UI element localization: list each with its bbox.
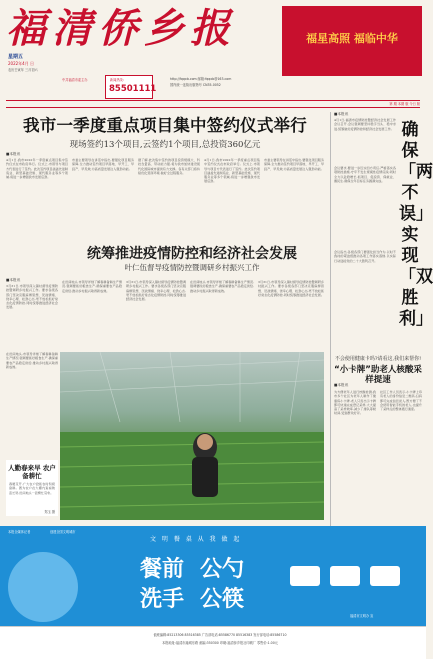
second-byline-text: 本报讯 bbox=[9, 278, 21, 282]
second-body-col-4: 在田间地头,市领导详细了解春耕备耕生产情况,强调要抓好粮食生产,确保重要农产品稳定供给,推动乡村振兴取得新成效。 bbox=[190, 280, 254, 293]
civility-banner bbox=[0, 526, 426, 626]
weekday: 星期五 bbox=[8, 54, 24, 60]
issue-info: 第 期 本期 版 今日 版 bbox=[389, 102, 420, 106]
banner-word-1: 餐前 bbox=[140, 557, 185, 582]
right-body-1: 4月1日,福清市疫情防控暨经济社会发展工作会议召开,会议强调要坚持稳字当头、稳中求进,统筹做好疫情防控和经济社会发展工作。 bbox=[334, 118, 396, 131]
caption-credit: 郑玉 摄 bbox=[44, 510, 55, 514]
inner-headline: 不会使用健康卡吗?请看这,我们来帮你! bbox=[334, 356, 422, 362]
date-line: 2022年4月 日 bbox=[8, 61, 34, 66]
second-body-col-1: 3月31日,市领导深入镇村督导疫情防控暨调研乡村振兴工作。要求各级各部门坚决克服麻痹思想、厌战情绪、侥幸心理、松劲心态,毫不放松抓好常态化疫情防控,同时统筹推进经济社会发展。 bbox=[6, 284, 58, 310]
column-divider bbox=[330, 112, 331, 526]
lead-body-col-3: 据了解,此次集中签约的项目投资规模大、科技含量高、带动能力强,将为我市加快建设现代化国际城市提供有力支撑。各有关部门将持续优化营商环境,做好全过程服务。 bbox=[138, 158, 200, 175]
ad-text: 福星高照 福临中华 bbox=[306, 32, 398, 45]
sponsor-line: 中共福清市委主办 bbox=[62, 78, 88, 82]
masthead-title: 福清侨乡报 bbox=[6, 5, 236, 52]
lead-headline: 我市一季度重点项目集中签约仪式举行 bbox=[23, 116, 307, 135]
dish-icon bbox=[290, 566, 320, 586]
second-body-col-5: 3月31日,市领导深入镇村督导疫情防控暨调研乡村振兴工作。要求各级各部门坚决克服麻痹思想、厌战情绪、侥幸心理、松劲心态,毫不放松抓好常态化疫情防控,同时统筹推进经济社会发展。 bbox=[258, 280, 324, 297]
second-body-col-2: 在田间地头,市领导详细了解春耕备耕生产情况,强调要抓好粮食生产,确保重要农产品稳定供给,推动乡村振兴取得新成效。 bbox=[62, 280, 122, 293]
inner-byline-text: 本报讯 bbox=[337, 383, 349, 387]
inner-byline: ■本报讯 bbox=[334, 383, 349, 387]
top-ad bbox=[282, 6, 422, 76]
photo-caption bbox=[6, 460, 58, 516]
right-headline: 确保「两不误」实现「双胜利」 bbox=[399, 120, 433, 329]
footer-line-2: 本报地址:福清市融城东路 邮编:350300 印刷:福清侨乡报社印刷厂 零售价:1.00元 bbox=[162, 641, 278, 645]
lead-byline: ■本报讯 bbox=[6, 152, 21, 156]
lead-subhead: 现场签约13个项目,云签约1个项目,总投资360亿元 bbox=[69, 140, 261, 150]
footer-line-1: 值班编辑:85213306 85516385 广告部电话:85586770 85516383 发行部电话:85586710 bbox=[153, 633, 287, 637]
right-byline: ■本报讯 bbox=[334, 112, 349, 116]
lead-body-col-1: 4月1日,我市2022年一季度重点项目集中签约仪式在市政府举行。仪式上,市领导与项目方代表进行了签约。此次签约项目涵盖先进制造业、新型基础设施、现代服务业等多个领域,将进一步增强我市发展后劲。 bbox=[6, 158, 68, 180]
dish-icon-3 bbox=[370, 566, 400, 586]
inner-body-col-2: 社区工作人员表示,小卡牌上印有老人的身份信息二维码,扫码即可完成信息录入,既方便了不会使用智能手机的老人,也提升了采样点的整体通行速度。 bbox=[380, 390, 422, 412]
greenhouse-illustration bbox=[60, 352, 324, 520]
lead-body-col-5: 市委主要领导在讲话中指出,要强化项目服务保障,全力推动签约项目早落地、早开工、早投产、早见效,为高质量发展注入强劲动能。 bbox=[264, 158, 324, 171]
caption-text: 春暖花开,广大农户抢抓农时积极备耕。图为农户在大棚内查看秧苗长势,田间地头一派繁忙景象。 bbox=[9, 482, 55, 495]
second-byline: ■本报讯 bbox=[6, 278, 21, 282]
lead-body-col-2: 市委主要领导在讲话中指出,要强化项目服务保障,全力推动签约项目早落地、早开工、早投产、早见效,为高质量发展注入强劲动能。 bbox=[72, 158, 134, 171]
banner-label-left: 本报全媒体记者 bbox=[8, 530, 31, 534]
banner-label-right: 创建全国文明城市 bbox=[50, 530, 76, 534]
dish-icon-2 bbox=[330, 566, 360, 586]
right-body-3: 会议指出,各级各部门要强化担当作为,以时不我待的紧迫感推动各项工作落实落细,以实际行动迎接党的二十大胜利召开。 bbox=[334, 250, 396, 263]
inner-subhead: “小卡牌”助老人核酸采样提速 bbox=[334, 365, 422, 385]
hotline-label: 新闻热线: bbox=[110, 78, 124, 82]
issue-line: 农历壬寅年 三月初六 bbox=[8, 68, 38, 72]
banner-word-4: 公筷 bbox=[200, 587, 245, 612]
lead-body-col-4: 4月1日,我市2022年一季度重点项目集中签约仪式在市政府举行。仪式上,市领导与项目方代表进行了签约。此次签约项目涵盖先进制造业、新型基础设施、现代服务业等多个领域,将进一步增强我市发展后劲。 bbox=[204, 158, 260, 184]
hotline-number: 85501111 bbox=[109, 84, 157, 94]
inner-body-col-1: 为方便老年人进行核酸检测,我市多个社区为老年人制作了健康码小卡牌,老人只需出示卡牌即可快速完成登记采样,大大提高了采样效率,减少了排队等候时间,受到群众好评。 bbox=[334, 390, 376, 416]
right-byline-text: 本报讯 bbox=[337, 112, 349, 116]
caption-title: 人勤春来早 农户备耕忙 bbox=[8, 464, 56, 480]
footer bbox=[0, 626, 426, 659]
second-body-col-6: 在田间地头,市领导详细了解春耕备耕生产情况,强调要抓好粮食生产,确保重要农产品稳定供给,推动乡村振兴取得新成效。 bbox=[6, 352, 58, 369]
second-headline: 统筹推进疫情防控和经济社会发展 bbox=[87, 246, 297, 262]
second-body-col-3: 3月31日,市领导深入镇村督导疫情防控暨调研乡村振兴工作。要求各级各部门坚决克服麻痹思想、厌战情绪、侥幸心理、松劲心态,毫不放松抓好常态化疫情防控,同时统筹推进经济社会发展。 bbox=[126, 280, 186, 302]
second-subhead: 叶仁伍督导疫情防控暨调研乡村振兴工作 bbox=[124, 263, 260, 272]
banner-top-text: 文 明 餐 桌 从 我 做 起 bbox=[150, 536, 242, 543]
url-line: http://fqqxb.com 邮箱:fqqxb@163.com bbox=[170, 77, 232, 81]
masthead-rule-2 bbox=[6, 107, 420, 108]
address-line: 国内统一连续出版物号 CN35-0052 bbox=[170, 83, 221, 87]
greenhouse-photo bbox=[60, 352, 324, 520]
masthead-rule bbox=[6, 100, 420, 101]
lead-byline-text: 本报讯 bbox=[9, 152, 21, 156]
banner-word-3: 公勺 bbox=[200, 557, 245, 582]
hotline-box bbox=[105, 75, 157, 99]
banner-credit: 福清市文明办 宣 bbox=[350, 614, 374, 618]
hands-icon bbox=[8, 552, 78, 622]
right-body-2: 会议要求,要进一步压实四方责任,严格落实各项防控措施,守牢不发生规模性疫情底线;同时全力以赴稳增长,抓项目、促投资、保就业、惠民生,确保全年目标任务圆满完成。 bbox=[334, 166, 396, 183]
banner-word-2: 洗手 bbox=[140, 587, 185, 612]
